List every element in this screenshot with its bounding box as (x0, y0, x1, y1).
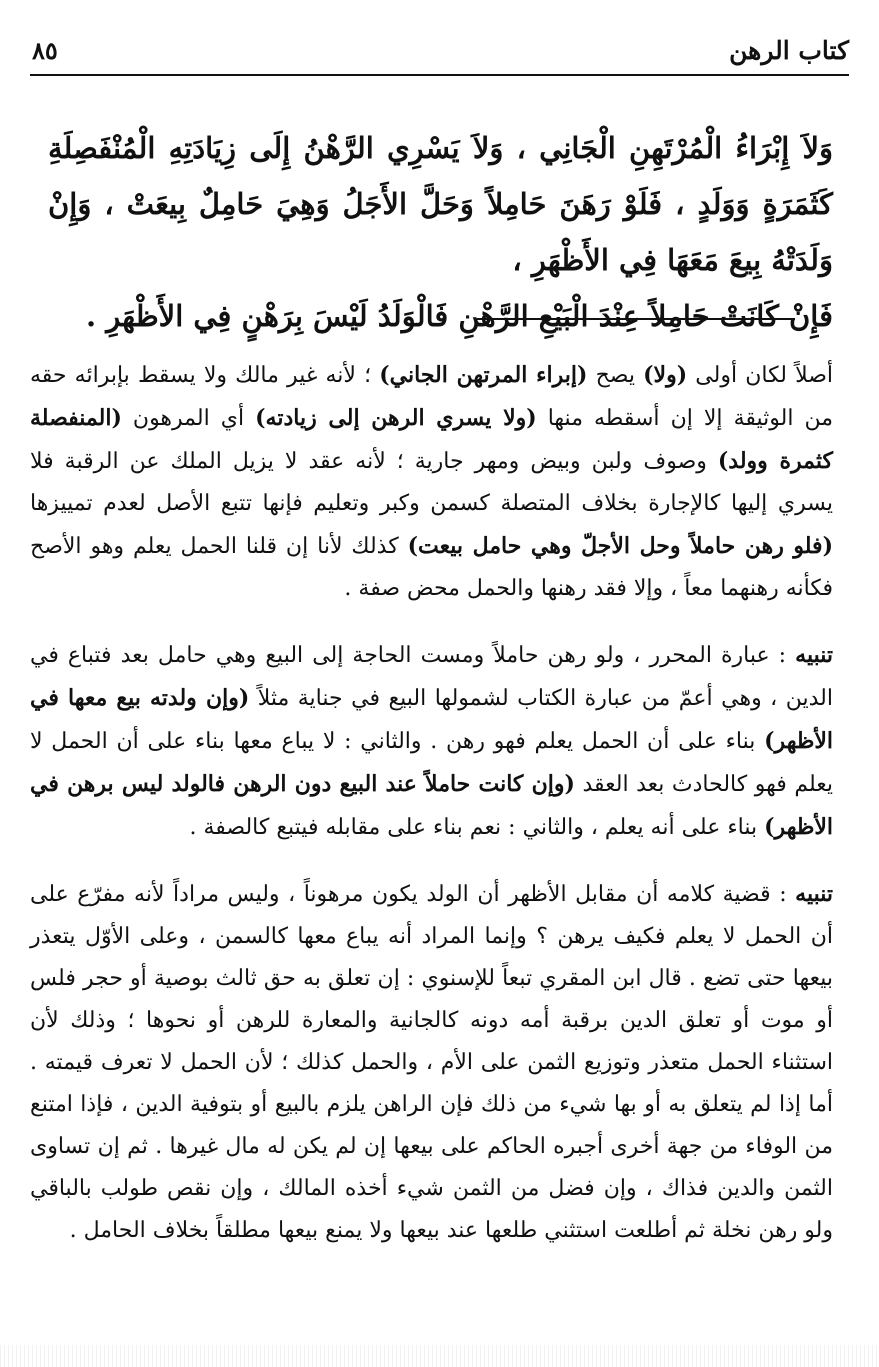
page-number: ٨٥ (32, 36, 58, 65)
run-bold: (وإن ولدته بيع معها في الأظهر) (30, 685, 833, 754)
run-bold: (فلو رهن حاملاً وحل الأجلّ وهي حامل بيعت) (407, 533, 833, 559)
matn-line-1: وَلاَ إِبْرَاءُ الْمُرْتَهِنِ الْجَانِي ، وَلاَ يَسْرِي الرَّهْنُ إِلَى زِيَادَتِهِ الْمُنْفَصِلَةِ كَثَمَرَةٍ وَوَلَدٍ ، فَلَوْ رَهَنَ حَامِلاً وَحَلَّ الأَجَلُ وَهِيَ حَامِلٌ بِيعَتْ ، وَإِنْ وَلَدَتْهُ بِيعَ مَعَهَا فِي الأَظْهَرِ ، (48, 131, 833, 277)
commentary-paragraph-2 (30, 634, 833, 849)
separator-rule (477, 318, 795, 320)
run: : قضية كلامه أن مقابل الأظهر أن الولد يكون مرهوناً ، وليس مراداً لأنه مفرّع على أن الحمل لا يعلم فكيف يرهن ؟ وإنما المراد أنه يباع معها كالسمن ، وعلى الأوّل يتعذر بيعها حتى تضع . قال ابن المقري تبعاً للإسنوي : إن تعلق به حق ثالث بوصية أو حجر فلس أو موت أو تعلق الدين برقبة أمه دونه كالجانية والمعارة للرهن أو نحوها ؛ وذلك لأن استثناء الحمل متعذر وتوزيع الثمن على الأم ، والحمل كذلك ؛ لأن الحمل لا تعرف قيمته . أما إذا لم يتعلق به أو بها شيء من ذلك فإن الراهن يلزم بالبيع أو بتوفية الدين ، فإذا امتنع من الوفاء من جهة أخرى أجبره الحاكم على بيعها إن لم يكن له مال غيرها . ثم إن تساوى الثمن والدين فذاك ، وإن فضل من الثمن شيء أخذه المالك ، وإن نقص طولب بالباقي ولو رهن نخلة ثم أطلعت استثني طلعها عند بيعها ولا يمنع بيعها مطلقاً بخلاف الحامل . (30, 882, 833, 1243)
run: أصلاً لكان أولى (687, 363, 834, 388)
commentary-paragraph-1 (30, 354, 833, 610)
scan-edge-noise (0, 1345, 879, 1367)
matn-line-2: فَإِنْ كَانَتْ حَامِلاً عِنْدَ الْبَيْعِ الرَّهْنِ فَالْوَلَدُ لَيْسَ بِرَهْنٍ فِي الأَظْهَرِ . (86, 299, 833, 333)
run: أي المرهون (121, 406, 256, 431)
run-bold: (وإن كانت حاملاً عند البيع دون الرهن فالولد ليس برهن في الأظهر) (30, 771, 833, 840)
running-title: كتاب الرهن (729, 36, 849, 65)
run: : عبارة المحرر ، ولو رهن حاملاً ومست الحاجة إلى البيع وهي حامل بعد فتباع في الدين ، وهي أعمّ من عبارة الكتاب لشمولها البيع في جناية مثلاً (30, 643, 833, 711)
run: يصح (587, 363, 644, 388)
matn-text (48, 120, 833, 344)
note-label: تنبيه (795, 642, 833, 668)
run: كذلك لأنا إن قلنا الحمل يعلم وهو الأصح فكأنه رهنهما معاً ، وإلا فقد رهنها والحمل محض صفة . (30, 534, 833, 601)
page-header (30, 28, 849, 76)
commentary-text (30, 354, 833, 1276)
note-label: تنبيه (795, 881, 833, 907)
run-bold: (المنفصلة كثمرة وولد) (30, 405, 833, 474)
run: ؛ لأنه غير مالك ولا يسقط بإبرائه حقه من الوثيقة إلا إن أسقطه منها (30, 363, 834, 431)
commentary-paragraph-3 (30, 873, 833, 1252)
run: وصوف ولبن وبيض ومهر جارية ؛ لأنه عقد لا يزيل الملك عن الرقبة فلا يسري إليها كالإجارة بخلاف المتصلة كسمن وكبر وتعليم فإنها تتبع الأصل لعدم تمييزها (30, 449, 833, 516)
run-bold: (ولا) (643, 362, 688, 388)
run-bold: (إبراء المرتهن الجاني) (379, 362, 588, 388)
run-bold: (ولا يسري الرهن إلى زيادته) (255, 405, 537, 431)
run: بناء على أنه يعلم ، والثاني : نعم بناء على مقابله فيتبع كالصفة . (189, 815, 765, 840)
run: بناء على أن الحمل يعلم فهو رهن . والثاني : لا يباع معها بناء على أن الحمل لا يعلم فهو كالحادث بعد العقد (30, 729, 833, 797)
